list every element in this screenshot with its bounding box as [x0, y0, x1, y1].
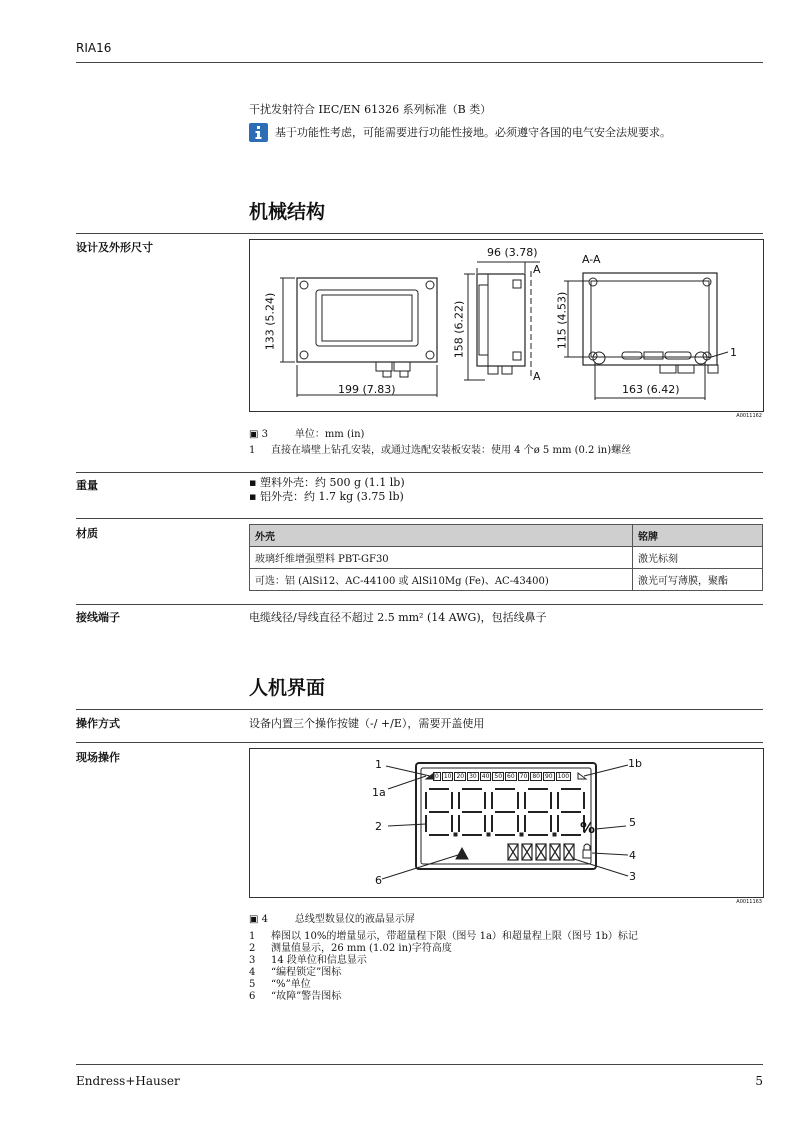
table-row: 玻璃纤维增强塑料 PBT-GF30 激光标刻: [250, 547, 763, 569]
divider: [76, 518, 763, 519]
dim-width: 199 (7.83): [338, 383, 396, 396]
legend-text: 直接在墙壁上钻孔安装，或通过选配安装板安装：使用 4 个ø 5 mm (0.2 in)螺丝: [271, 445, 632, 456]
figure-3-legend: [249, 445, 631, 457]
grounding-note: 基于功能性考虑，可能需要进行功能性接地。必须遵守各国的电气安全法规要求。: [275, 126, 671, 139]
footer-rule: [76, 1064, 763, 1065]
figure-4-legend: [249, 931, 638, 1003]
lcd-display-figure: [249, 748, 764, 905]
bar-tick: 70: [519, 773, 528, 780]
section-title-hmi: 人机界面: [249, 677, 326, 699]
info-icon: [249, 123, 268, 142]
callout-6: 6: [375, 874, 382, 887]
figure-icon: ▣: [249, 429, 262, 440]
header-nameplate: 铭牌: [633, 525, 763, 547]
callout-2: 2: [375, 820, 382, 833]
section-mark-top: A: [533, 263, 541, 276]
callout-1a: 1a: [372, 786, 386, 799]
bar-tick: 40: [481, 773, 490, 780]
caption-num: 4: [261, 914, 269, 925]
header-rule: [76, 62, 763, 63]
section-label: A-A: [582, 253, 601, 266]
figure-4-caption: [249, 910, 415, 925]
terminals-text: 电缆线径/导线直径不超过 2.5 mm² (14 AWG)，包括线鼻子: [249, 611, 547, 624]
dim-depth: 96 (3.78): [487, 246, 538, 259]
callout-1: 1: [375, 758, 382, 771]
footer-brand: Endress+Hauser: [76, 1074, 180, 1088]
figure-code: A0011163: [736, 899, 762, 905]
caption-num: 3: [261, 429, 269, 440]
section-mark-bottom: A: [533, 370, 541, 383]
bar-tick: 0: [435, 773, 439, 780]
dim-height: 133 (5.24): [263, 292, 277, 351]
caption-text: 单位：mm (in): [294, 429, 365, 440]
figure-icon: ▣: [249, 914, 262, 925]
list-item: 6 “故障”警告图标: [249, 991, 342, 1002]
caption-text: 总线型数显仪的液晶显示屏: [294, 914, 415, 925]
callout-3: 3: [629, 870, 636, 883]
percent-sign: %: [580, 819, 596, 837]
local-operation-label: 现场操作: [76, 751, 120, 764]
terminals-label: 接线端子: [76, 611, 120, 624]
page-number: 5: [755, 1074, 763, 1088]
bar-tick: 20: [456, 773, 465, 780]
section-title-mechanical: 机械结构: [249, 201, 326, 223]
bar-tick: 50: [494, 773, 503, 780]
weight-label: 重量: [76, 479, 98, 492]
divider: [76, 233, 763, 234]
legend-num: 1: [249, 445, 256, 456]
list-item: ▪ 塑料外壳：约 500 g (1.1 lb): [249, 476, 405, 489]
header-housing: 外壳: [250, 525, 633, 547]
list-item: 4 “编程锁定”图标: [249, 967, 342, 978]
figure-3-caption: [249, 425, 364, 440]
bargraph-scale: [433, 772, 571, 781]
material-label: 材质: [76, 527, 98, 540]
divider: [76, 709, 763, 710]
dim-side-height: 158 (6.22): [452, 300, 466, 359]
bar-tick: 80: [532, 773, 540, 780]
material-table: [249, 524, 763, 591]
bar-tick: 90: [544, 773, 553, 780]
list-item: 5 “%”单位: [249, 979, 311, 990]
divider: [76, 604, 763, 605]
callout-1: 1: [730, 346, 737, 359]
dim-inner-width: 163 (6.42): [622, 383, 680, 396]
divider: [76, 742, 763, 743]
bar-tick: 10: [443, 773, 452, 780]
callout-5: 5: [629, 816, 636, 829]
callout-1b: 1b: [628, 757, 642, 770]
divider: [76, 472, 763, 473]
callout-4: 4: [629, 849, 636, 862]
emission-statement: 干扰发射符合 IEC/EN 61326 系列标准（B 类）: [249, 103, 492, 116]
list-item: 1 棒图以 10%的增量显示，带超量程下限（图号 1a）和超量程上限（图号 1b）标记: [249, 931, 638, 942]
table-row: 可选：铝 (AlSi12、AC-44100 或 AlSi10Mg (Fe)、AC-43400) 激光可写薄膜，聚酯: [250, 569, 763, 591]
figure-code: A0011162: [736, 413, 762, 419]
dim-inner-height: 115 (4.53): [555, 291, 569, 350]
dimensions-label: 设计及外形尺寸: [76, 241, 153, 254]
operation-text: 设备内置三个操作按键（-/ +/E），需要开盖使用: [249, 717, 485, 730]
list-item: ▪ 铝外壳：约 1.7 kg (3.75 lb): [249, 490, 404, 503]
bar-tick: 100: [557, 773, 570, 780]
running-header: RIA16: [76, 41, 112, 55]
list-item: 3 14 段单位和信息显示: [249, 955, 367, 966]
table-header-row: [250, 525, 763, 547]
list-item: 2 测量值显示，26 mm (1.02 in)字符高度: [249, 943, 452, 954]
dimension-drawing: [249, 239, 764, 419]
bar-tick: 30: [469, 773, 477, 780]
bar-tick: 60: [507, 773, 515, 780]
weight-list: [249, 476, 405, 504]
operation-label: 操作方式: [76, 717, 120, 730]
